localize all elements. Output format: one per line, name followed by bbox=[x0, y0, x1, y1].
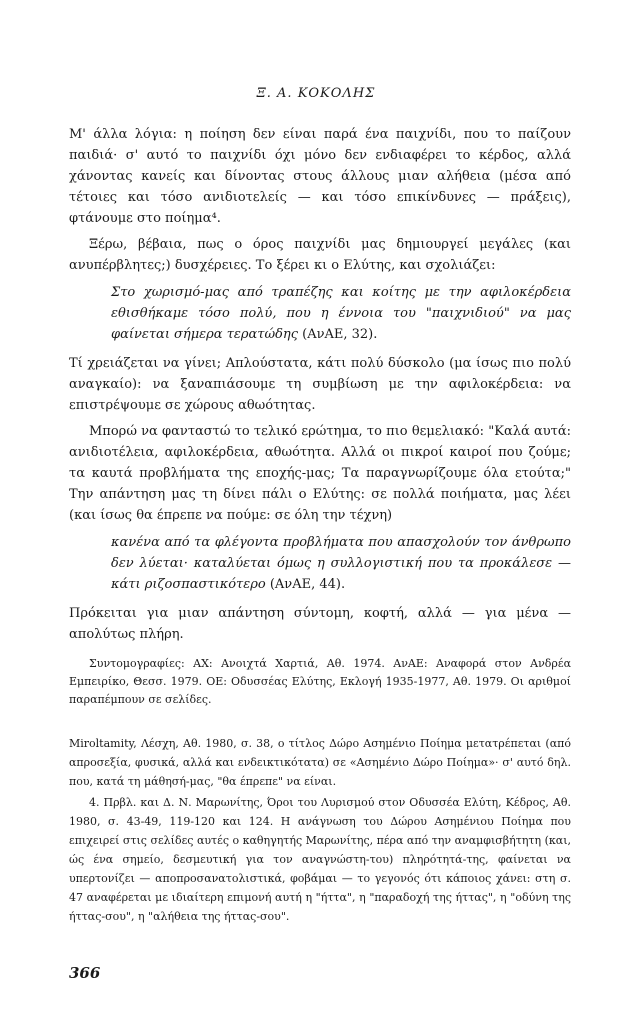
main-text bbox=[69, 124, 571, 709]
quote-2-ref: (ΑνΑΕ, 44). bbox=[269, 577, 346, 592]
running-header: Ξ. Α. ΚΟΚΟΛΗΣ bbox=[256, 86, 376, 101]
quote-1-text: Στο χωρισμό-μας από τραπέζης και κοίτης με την αφιλοκέρδεια εθισθήκαμε τόσο πολύ, που η έννοια του "παιχνιδιού" να μας φαίνεται σήμερα τερατώδης bbox=[111, 285, 571, 342]
paragraph-4: Μπορώ να φανταστώ το τελικό ερώτημα, το πιο θεμελιακό: "Καλά αυτά: ανιδιοτέλεια, αφιλοκέρδεια, αθωότητα. Αλλά οι πικροί καιροί που ζούμε; τα καυτά προβλήματα της εποχής-μας; Τα παραγνωρίζουμε όλα ετούτα;" Την απάντηση μας τη δίνει πάλι ο Ελύτης: σε πολλά ποιήματα, μας λέει (και ίσως θα έπρεπε να πούμε: σε όλη την τέχνη) bbox=[69, 424, 571, 523]
quote-2-text: κανένα από τα φλέγοντα προβλήματα που απασχολούν τον άνθρωπο δεν λύεται· καταλύεται όμως η συλλογιστική που τα προκάλεσε — κάτι ριζοσπαστικότερο bbox=[111, 535, 571, 592]
footnote-3: Miroltamity, Λέσχη, Αθ. 1980, σ. 38, ο τίτλος Δώρο Ασημένιο Ποίημα μετατρέπεται (από απροσεξία, φυσικά, αλλά και ενδεικτικότατα) σε «Ασημένιο Δώρο Ποίημα»· σ' αυτό δηλ. που, κατά τη μάθησή-μας, "θα έπρεπε" να είναι. bbox=[69, 737, 571, 788]
page-number: 366 bbox=[69, 964, 101, 982]
paragraph-2: Ξέρω, βέβαια, πως ο όρος παιχνίδι μας δημιουργεί μεγάλες (και ανυπέρβλητες;) δυσχέρειες. Το ξέρει κι ο Ελύτης, και σχολιάζει: bbox=[69, 237, 571, 273]
paragraph-3: Τί χρειάζεται να γίνει; Απλούστατα, κάτι πολύ δύσκολο (μα ίσως πιο πολύ αναγκαίο): να ξαναπιάσουμε τη συμβίωση με την αφιλοκέρδεια: να επιστρέψουμε σε χώρους αθωότητας. bbox=[69, 356, 571, 413]
block-quote-2 bbox=[111, 532, 571, 595]
footnote-4: 4. Πρβλ. και Δ. Ν. Μαρωνίτης, Όροι του Λυρισμού στον Οδυσσέα Ελύτη, Κέδρος, Αθ. 1980, σ. 43-49, 119-120 και 124. Η ανάγνωση του Δώρου Ασημένιου Ποίημα που επιχειρεί στις σελίδες αυτές ο καθηγητής Μαρωνίτης, πέρα από την αναμφισβήτητη (και, ώς ένα σημείο, δεσμευτική για τον αναγνώστη-του) πληρότητά-της, φαίνεται να υπερτονίζει — αποπροσανατολιστικά, φοβάμαι — το γεγονός ότι κάποιος χάνει: στη σ. 47 αναφέρεται με ιδιαίτερη επιμονή αυτή η "ήττα", η "παραδοχή της ήττας", η "οδύνη της ήττας-σου", η "αλήθεια της ήττας-σου". bbox=[69, 796, 571, 923]
paragraph-1: Μ' άλλα λόγια: η ποίηση δεν είναι παρά ένα παιχνίδι, που το παίζουν παιδιά· σ' αυτό το παιχνίδι όχι μόνο δεν ενδιαφέρει το κέρδος, αλλά χάνοντας κανείς και δίνοντας στους άλλους μιαν αλήθεια (μέσα από τέτοιες και τόσο ανιδιοτελείς — και τόσο επικίνδυνες — πράξεις), φτάνουμε στο ποίημα⁴. bbox=[69, 127, 571, 226]
block-quote-1 bbox=[111, 282, 571, 345]
footnotes bbox=[69, 734, 571, 928]
quote-1-ref: (ΑνΑΕ, 32). bbox=[302, 327, 378, 342]
paragraph-5: Πρόκειται για μιαν απάντηση σύντομη, κοφτή, αλλά — για μένα — απολύτως πλήρη. bbox=[69, 606, 571, 642]
abbreviations-note: Συντομογραφίες: ΑΧ: Ανοιχτά Χαρτιά, Αθ. 1974. ΑνΑΕ: Αναφορά στον Ανδρέα Εμπειρίκο, Θεσσ. 1979. ΟΕ: Οδυσσέας Ελύτης, Εκλογή 1935-1977, Αθ. 1979. Οι αριθμοί παραπέμπουν σε σελίδες. bbox=[69, 657, 571, 706]
